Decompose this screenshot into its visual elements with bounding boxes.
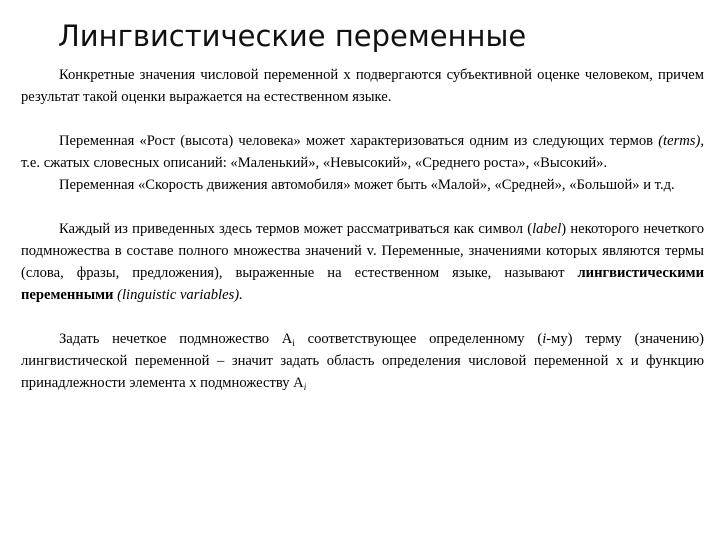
- i-italic: i: [542, 331, 547, 347]
- paragraph-5-text-b: соответствующее определенному (: [294, 331, 543, 347]
- linguistic-variables-bold: лингвистическими переменными: [21, 265, 704, 303]
- slide-title: Лингвистические переменные: [58, 19, 527, 53]
- paragraph-gap: [21, 196, 704, 218]
- subscript-i-final: i: [303, 382, 307, 392]
- paragraph-2: [21, 130, 704, 174]
- slide-body: [21, 64, 704, 394]
- subscript-i: i: [292, 338, 295, 348]
- paragraph-gap: [21, 108, 704, 130]
- paragraph-5-text-a: Задать нечеткое подмножество А: [59, 331, 293, 347]
- paragraph-4-text-b: ) некоторого нечеткого подмножества в составе полного множества значений v. Переменные, значениями которых являются термы (слова, фразы, предложения), выраженные на естественном языке, называют: [21, 221, 705, 281]
- paragraph-5-text-c: -му) терму (значению) лингвистической переменной – значит задать область определения числовой переменной х и функцию принадлежности элемента х подмножеству А: [21, 331, 705, 391]
- terms-italic: (terms),: [658, 133, 704, 149]
- paragraph-2-text-a: Переменная «Рост (высота) человека» может характеризоваться одним из следующих термов: [59, 133, 659, 149]
- paragraph-gap: [21, 306, 704, 328]
- linguistic-variables-english: (linguistic variables).: [117, 287, 243, 303]
- paragraph-4: [21, 218, 704, 306]
- paragraph-3: Переменная «Скорость движения автомобиля» может быть «Малой», «Средней», «Большой» и т.д.: [59, 177, 675, 193]
- label-italic: label: [532, 221, 562, 237]
- paragraph-4-text-a: Каждый из приведенных здесь термов может рассматриваться как символ (: [59, 221, 533, 237]
- paragraph-2-text-b: т.е. сжатых словесных описаний: «Маленький», «Невысокий», «Среднего роста», «Высокий».: [21, 155, 608, 171]
- paragraph-1: Конкретные значения числовой переменной х подвергаются субъективной оценке человеком, причем результат такой оценки выражается на естественном языке.: [21, 67, 704, 105]
- paragraph-5: [21, 328, 704, 394]
